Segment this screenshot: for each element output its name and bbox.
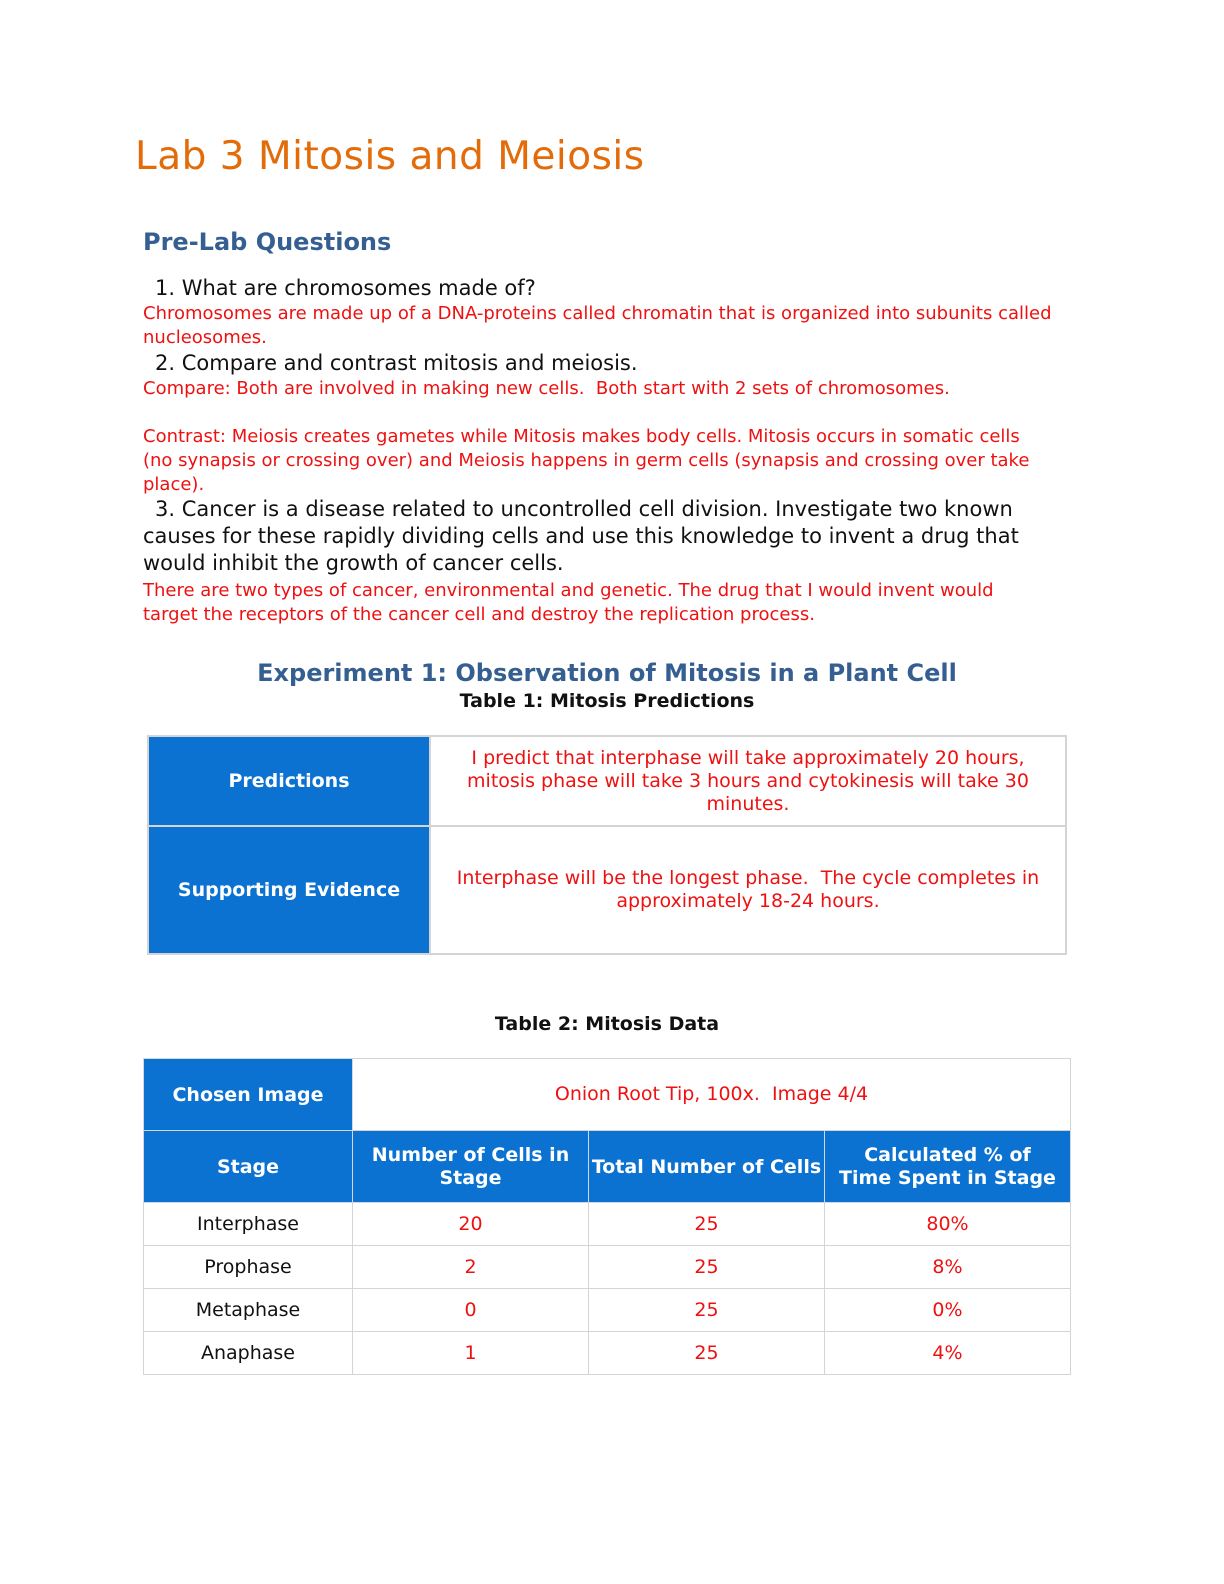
mitosis-data-table <box>143 1058 1071 1375</box>
percent-cell: 0% <box>825 1289 1071 1332</box>
percent-cell: 4% <box>825 1332 1071 1375</box>
stage-cell: Metaphase <box>144 1289 353 1332</box>
cells-cell: 0 <box>353 1289 589 1332</box>
row-label: Supporting Evidence <box>148 826 430 954</box>
column-header: Stage <box>144 1131 353 1203</box>
table-row <box>144 1059 1071 1131</box>
evidence-value: Interphase will be the longest phase. The cycle completes in approximately 18-24 hours. <box>430 826 1066 954</box>
answer-2-contrast: Contrast: Meiosis creates gametes while Mitosis makes body cells. Mitosis occurs in somatic cells (no synapsis or crossing over) and Meiosis happens in germ cells (synapsis and crossing over take place). <box>143 426 1030 495</box>
question-number: 3. <box>155 497 176 521</box>
table-row <box>144 1246 1071 1289</box>
question-3 <box>143 496 1038 577</box>
percent-cell: 8% <box>825 1246 1071 1289</box>
question-text: Compare and contrast mitosis and meiosis. <box>181 351 638 375</box>
document-title: Lab 3 Mitosis and Meiosis <box>135 134 645 179</box>
stage-cell: Anaphase <box>144 1332 353 1375</box>
table2-caption: Table 2: Mitosis Data <box>494 1013 720 1035</box>
total-cell: 25 <box>589 1203 825 1246</box>
question-number: 2. <box>155 351 176 375</box>
row-label: Predictions <box>148 736 430 826</box>
column-header: Number of Cells in Stage <box>353 1131 589 1203</box>
total-cell: 25 <box>589 1332 825 1375</box>
column-header: Calculated % of Time Spent in Stage <box>825 1131 1071 1203</box>
answer-3: There are two types of cancer, environmental and genetic. The drug that I would invent would target the receptors of the cancer cell and destroy the replication process. <box>143 580 994 625</box>
answer-2-compare: Compare: Both are involved in making new cells. Both start with 2 sets of chromosomes. <box>143 378 950 399</box>
table-row <box>144 1289 1071 1332</box>
column-header: Total Number of Cells <box>589 1131 825 1203</box>
stage-cell: Prophase <box>144 1246 353 1289</box>
cells-cell: 2 <box>353 1246 589 1289</box>
table1-caption: Table 1: Mitosis Predictions <box>459 690 755 712</box>
total-cell: 25 <box>589 1246 825 1289</box>
cells-cell: 20 <box>353 1203 589 1246</box>
question-2 <box>143 350 638 377</box>
experiment-heading: Experiment 1: Observation of Mitosis in a Plant Cell <box>257 659 957 687</box>
total-cell: 25 <box>589 1289 825 1332</box>
question-text: Cancer is a disease related to uncontrolled cell division. Investigate two known causes for these rapidly dividing cells and use this knowledge to invent a drug that would inhibit the growth of cancer cells. <box>143 497 1019 575</box>
question-1 <box>143 275 536 302</box>
chosen-image-label: Chosen Image <box>144 1059 353 1131</box>
answer-1: Chromosomes are made up of a DNA-proteins called chromatin that is organized into subunits called nucleosomes. <box>143 303 1052 348</box>
chosen-image-value: Onion Root Tip, 100x. Image 4/4 <box>353 1059 1071 1131</box>
percent-cell: 80% <box>825 1203 1071 1246</box>
question-number: 1. <box>155 276 176 300</box>
table-header-row <box>144 1131 1071 1203</box>
prediction-value: I predict that interphase will take approximately 20 hours, mitosis phase will take 3 hours and cytokinesis will take 30 minutes. <box>430 736 1066 826</box>
table-row <box>148 736 1066 826</box>
stage-cell: Interphase <box>144 1203 353 1246</box>
table-row <box>144 1203 1071 1246</box>
question-text: What are chromosomes made of? <box>181 276 536 300</box>
cells-cell: 1 <box>353 1332 589 1375</box>
predictions-table <box>147 735 1067 955</box>
prelab-heading: Pre-Lab Questions <box>143 228 392 256</box>
table-row <box>144 1332 1071 1375</box>
table-row <box>148 826 1066 954</box>
